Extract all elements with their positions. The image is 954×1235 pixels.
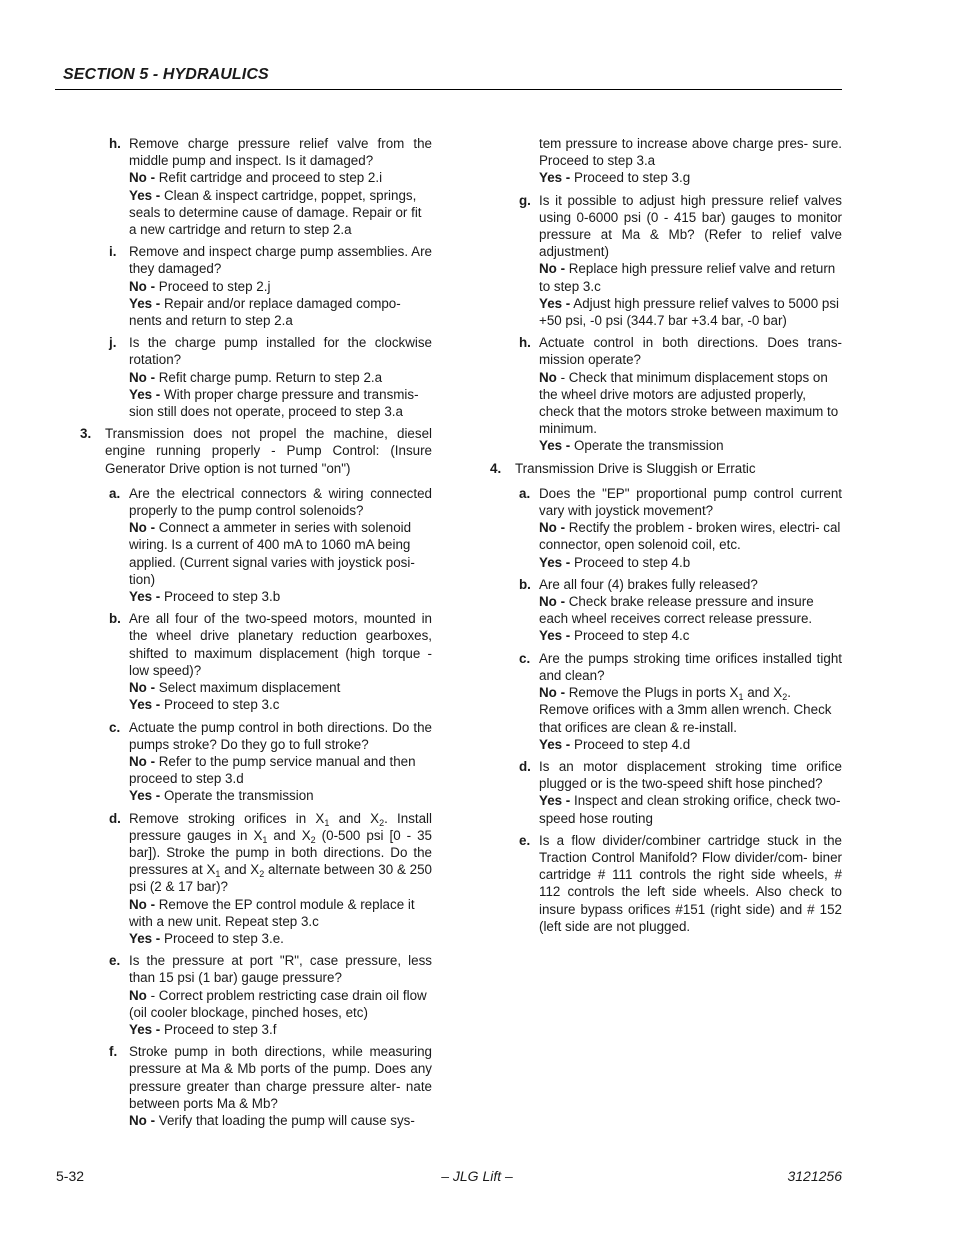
step-3a [80, 485, 432, 605]
answer-no: No - Check that minimum displacement stops on the wheel drive motors are adjusted properly, check that the motors stroke between maximum to minimum. [539, 369, 839, 437]
document-number: 3121256 [787, 1168, 842, 1184]
step-question: Actuate the pump control in both directions. Do the pumps stroke? Do they go to full stroke? [129, 719, 432, 752]
answer-no: No - Select maximum displacement [129, 680, 341, 696]
step-question: Stroke pump in both directions, while measuring pressure at Ma & Mb ports of the pump. Does any pressure greater than charge pressure alter- nate between ports Ma & Mb? [129, 1044, 432, 1111]
step-2h [80, 135, 432, 238]
step-3d [80, 810, 432, 948]
right-column [490, 135, 842, 940]
step-question: Are the electrical connectors & wiring connected properly to the pump control solenoids? [129, 485, 432, 519]
answer-no: No - Verify that loading the pump will cause sys- [129, 1112, 415, 1128]
answer-yes: Yes - Proceed to step 3.g [539, 170, 691, 186]
answer-no: No - Check brake release pressure and insure each wheel receives correct release pressure. [539, 594, 814, 627]
step-question: Is it possible to adjust high pressure relief valves using 0-6000 psi (0 - 415 bar) gauges to monitor pressure at Ma & Mb? (Refer to relief valve adjustment) [539, 192, 842, 260]
step-4d [490, 758, 842, 827]
step-label: e. [519, 832, 531, 848]
answer-no: No - Correct problem restricting case drain oil flow (oil cooler blockage, pinched hoses, etc) [129, 987, 427, 1020]
step-label: 4. [490, 460, 502, 476]
step-text: Transmission Drive is Sluggish or Erratic [515, 460, 756, 476]
step-4c [490, 650, 842, 753]
step-question: Are the pumps stroking time orifices installed tight and clean? [539, 650, 842, 683]
step-label: d. [109, 810, 121, 826]
step-2j [80, 334, 432, 420]
step-label: a. [519, 485, 531, 501]
step-3h [490, 334, 842, 454]
answer-yes: Yes - Proceed to step 4.b [539, 554, 691, 570]
step-2i [80, 243, 432, 329]
step-label: c. [109, 719, 121, 735]
step-label: 3. [80, 426, 92, 442]
step-label: a. [109, 485, 121, 501]
step-question: Actuate control in both directions. Does trans- mission operate? [539, 335, 842, 368]
step-question: Does the "EP" proportional pump control current vary with joystick movement? [539, 485, 842, 519]
step-label: j. [109, 335, 117, 351]
answer-yes: Yes - With proper charge pressure and transmis- sion still does not operate, proceed to step 3.a [129, 386, 419, 420]
answer-no: No - Proceed to step 2.j [129, 278, 271, 294]
step-3f-continued [490, 135, 842, 187]
answer-yes: Yes - Proceed to step 4.d [539, 736, 691, 752]
step-label: g. [519, 192, 531, 208]
step-question: Are all four (4) brakes fully released? [539, 576, 758, 592]
left-column [80, 135, 432, 1134]
step-label: i. [109, 244, 117, 260]
step-label: h. [519, 335, 531, 351]
step-question: Remove stroking orifices in $X_1$ and $X_2$. Install pressure gauges in $X_1$ and $X_2$ (0-500 psi [0 - 35 bar]). Stroke the pump in both directions. Do the pressures at $X_1$ and $X_2$ alternate between 30 & 250 psi (2 & 17 bar)? [129, 810, 433, 895]
step-3g [490, 192, 842, 330]
step-question: Is an motor displacement stroking time orifice plugged or is the two-speed shift hose pinched? [539, 758, 842, 792]
step-3f [80, 1043, 432, 1129]
step-label: c. [519, 650, 531, 666]
step-label: b. [109, 611, 121, 627]
answer-yes: Yes - Adjust high pressure relief valves to 5000 psi +50 psi, -0 psi (344.7 bar +3.4 bar, -0 bar) [539, 295, 839, 329]
step-4e [490, 832, 842, 935]
answer-yes: Yes - Inspect and clean stroking orifice, check two-speed hose routing [539, 793, 841, 826]
answer-no: No - Refer to the pump service manual and then proceed to step 3.d [129, 753, 416, 787]
step-question: Remove and inspect charge pump assemblies. Are they damaged? [129, 244, 432, 277]
answer-yes: Yes - Repair and/or replace damaged compo- nents and return to step 2.a [129, 295, 401, 329]
section-title: SECTION 5 - HYDRAULICS [63, 66, 269, 83]
answer-yes: Yes - Proceed to step 4.c [539, 628, 690, 644]
step-4a [490, 485, 842, 571]
step-question: Is the charge pump installed for the clockwise rotation? [129, 335, 432, 368]
answer-yes: Yes - Proceed to step 3.e. [129, 930, 284, 946]
step-label: h. [109, 136, 121, 151]
answer-yes: Yes - Clean & inspect cartridge, poppet, springs, seals to determine cause of damage. Repair or fit a new cartridge and return to step 2.a [129, 187, 422, 238]
step-question: Is a flow divider/combiner cartridge stuck in the Traction Control Manifold? Flow divider/com- biner cartridge # 111 controls the right side wheels, # 112 controls the left side wheels. Also check to insure bypass orifices #151 (right side) and # 152 (left side are not plugged. [539, 832, 842, 934]
step-3c [80, 719, 432, 805]
step-3 [80, 425, 432, 477]
answer-yes: Yes - Operate the transmission [539, 438, 724, 454]
step-text: Transmission does not propel the machine, diesel engine running properly - Pump Control: (Insure Generator Drive option is not turned "on") [105, 426, 432, 476]
step-label: e. [109, 953, 121, 969]
step-question: Are all four of the two-speed motors, mounted in the wheel drive planetary reduction gearboxes, shifted to maximum displacement (high torque - low speed)? [129, 611, 432, 678]
step-4b [490, 576, 842, 645]
step-3e [80, 952, 432, 1038]
answer-no: No - Replace high pressure relief valve and return to step 3.c [539, 261, 836, 294]
answer-yes: Yes - Proceed to step 3.b [129, 589, 281, 605]
step-label: f. [109, 1044, 118, 1060]
page-number: 5-32 [56, 1168, 85, 1184]
step-label: d. [519, 758, 531, 774]
step-question: Is the pressure at port "R", case pressure, less than 15 psi (1 bar) gauge pressure? [129, 953, 432, 986]
answer-no: No - Refit cartridge and proceed to step 2.i [129, 170, 383, 186]
answer-no: No - Refit charge pump. Return to step 2.a [129, 369, 383, 385]
footer-brand: – JLG Lift – [441, 1168, 513, 1184]
answer-no: No - Remove the EP control module & replace it with a new unit. Repeat step 3.c [129, 896, 415, 929]
answer-no: No - Connect a ammeter in series with solenoid wiring. Is a current of 400 mA to 1060 mA being applied. (Current signal varies with joystick posi- tion) [129, 520, 415, 587]
continued-text: tem pressure to increase above charge pres- sure. Proceed to step 3.a [539, 136, 842, 169]
answer-yes: Yes - Proceed to step 3.c [129, 697, 280, 713]
step-3b [80, 610, 432, 713]
answer-no: No - Rectify the problem - broken wires, electri- cal connector, open solenoid coil, etc. [539, 520, 841, 553]
step-question: Remove charge pressure relief valve from the middle pump and inspect. Is it damaged? [129, 136, 432, 169]
step-label: b. [519, 576, 531, 592]
answer-yes: Yes - Operate the transmission [129, 788, 314, 804]
answer-yes: Yes - Proceed to step 3.f [129, 1021, 277, 1037]
answer-no: No - Remove the Plugs in ports $X_1$ and $X_2$. Remove orifices with a 3mm allen wrench. Check that orifices are clean & re-install. [539, 685, 832, 735]
header-rule [55, 89, 842, 90]
step-4 [490, 460, 842, 477]
